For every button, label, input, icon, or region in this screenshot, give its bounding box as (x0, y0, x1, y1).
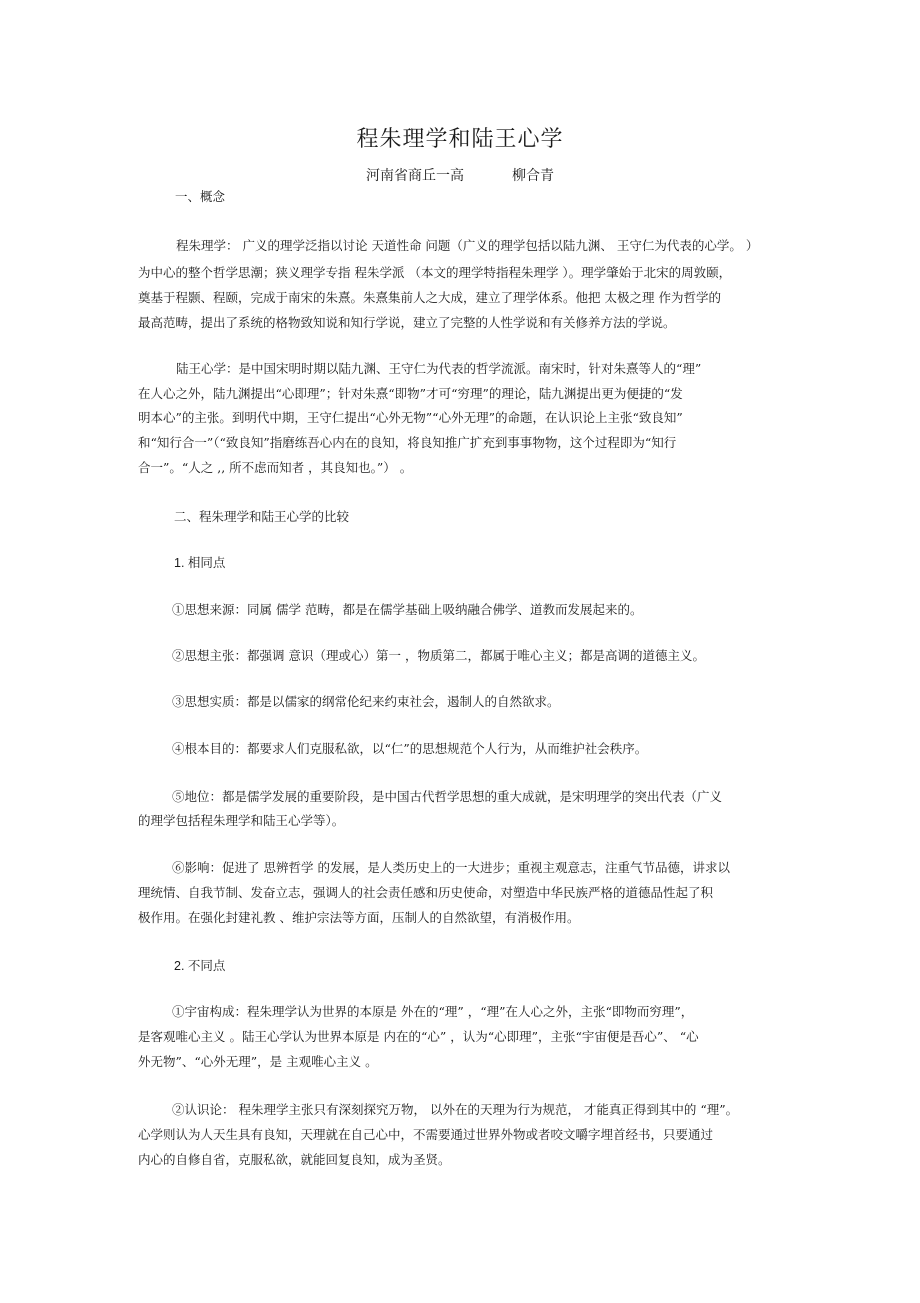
list-item-continuation: 是客观唯心主义 。陆王心学认为世界本原是 内在的“心” ，认为“心即理”，主张“宇宙便是吾心”、 “心 (138, 1029, 699, 1044)
list-item-continuation: 的理学包括程朱理学和陆王心学等）。 (138, 813, 345, 828)
author-school: 河南省商丘一高 (366, 168, 464, 184)
paragraph-line: 程朱理学： 广义的理学泛指以讨论 天道性命 问题（广义的理学包括以陆九渊、 王守仁为代表的心学。 ） (176, 238, 759, 253)
list-item: ④根本目的：都要求人们克服私欲，以“仁”的思想规范个人行为，从而维护社会秩序。 (172, 741, 648, 756)
paragraph-line: 明本心”的主张。到明代中期，王守仁提出“心外无物”“心外无理”的命题，在认识论上主张“致良知” (138, 410, 683, 425)
subheading-differences: 2. 不同点 (174, 959, 226, 973)
paragraph-line: 合一”。“人之 ,, 所不虑而知者 ，其良知也。”） 。 (138, 460, 413, 475)
section-heading-concepts: 一、概念 (175, 189, 226, 204)
list-item-continuation: 外无物”、“心外无理”，是 主观唯心主义 。 (138, 1054, 378, 1069)
paragraph-line: 和“知行合一”（“致良知”指磨练吾心内在的良知，将良知推广扩充到事事物物，这个过程即为“知行 (138, 435, 677, 450)
paragraph-line: 为中心的整个哲学思潮；狭义理学专指 程朱学派 （本文的理学特指程朱理学 ）。理学肇始于北宋的周敦颐， (138, 265, 732, 280)
list-item-continuation: 理统情、自我节制、发奋立志，强调人的社会责任感和历史使命，对塑造中华民族严格的道德品性起了积 (138, 885, 714, 900)
document-title: 程朱理学和陆王心学 (356, 127, 564, 152)
list-item: ②认识论： 程朱理学主张只有深刻探究万物， 以外在的天理为行为规范， 才能真正得到其中的 “理”。 (172, 1102, 739, 1117)
list-item: ⑤地位：都是儒学发展的重要阶段，是中国古代哲学思想的重大成就，是宋明理学的突出代表（广义 (172, 789, 723, 804)
list-item-continuation: 心学则认为人天生具有良知，天理就在自己心中，不需要通过世界外物或者咬文嚼字埋首经书，只要通过 (138, 1127, 714, 1142)
paragraph-line: 陆王心学：是中国宋明时期以陆九渊、王守仁为代表的哲学流派。南宋时，针对朱熹等人的“理” (176, 361, 702, 376)
list-item-continuation: 内心的自修自省，克服私欲，就能回复良知，成为圣贤。 (138, 1152, 451, 1167)
author-name: 柳合青 (512, 168, 554, 184)
author-line (0, 165, 920, 185)
list-item: ③思想实质：都是以儒家的纲常伦纪来约束社会，遏制人的自然欲求。 (172, 694, 560, 709)
paragraph-line: 在人心之外，陆九渊提出“心即理”；针对朱熹“即物”才可“穷理”的理论，陆九渊提出更为便捷的“发 (138, 386, 683, 401)
paragraph-line: 奠基于程颢、程颐，完成于南宋的朱熹。朱熹集前人之大成，建立了理学体系。他把 太极之理 作为哲学的 (138, 290, 721, 305)
list-item: ②思想主张：都强调 意识（理或心）第一 ，物质第二，都属于唯心主义；都是高调的道德主义。 (172, 648, 705, 663)
list-item-continuation: 极作用。在强化封建礼教 、维护宗法等方面，压制人的自然欲望，有消极作用。 (138, 910, 580, 925)
subheading-similarities: 1. 相同点 (174, 556, 226, 570)
section-heading-comparison: 二、程朱理学和陆王心学的比较 (174, 509, 350, 524)
list-item: ①宇宙构成：程朱理学认为世界的本原是 外在的“理” ，“理”在人心之外，主张“即物而穷理”， (172, 1004, 694, 1019)
paragraph-line: 最高范畴，提出了系统的格物致知说和知行学说，建立了完整的人性学说和有关修养方法的学说。 (138, 315, 676, 330)
list-item: ①思想来源：同属 儒学 范畴，都是在儒学基础上吸纳融合佛学、道教而发展起来的。 (172, 602, 643, 617)
list-item: ⑥影响：促进了 思辨哲学 的发展，是人类历史上的一大进步；重视主观意志，注重气节品德，讲求以 (172, 860, 730, 875)
